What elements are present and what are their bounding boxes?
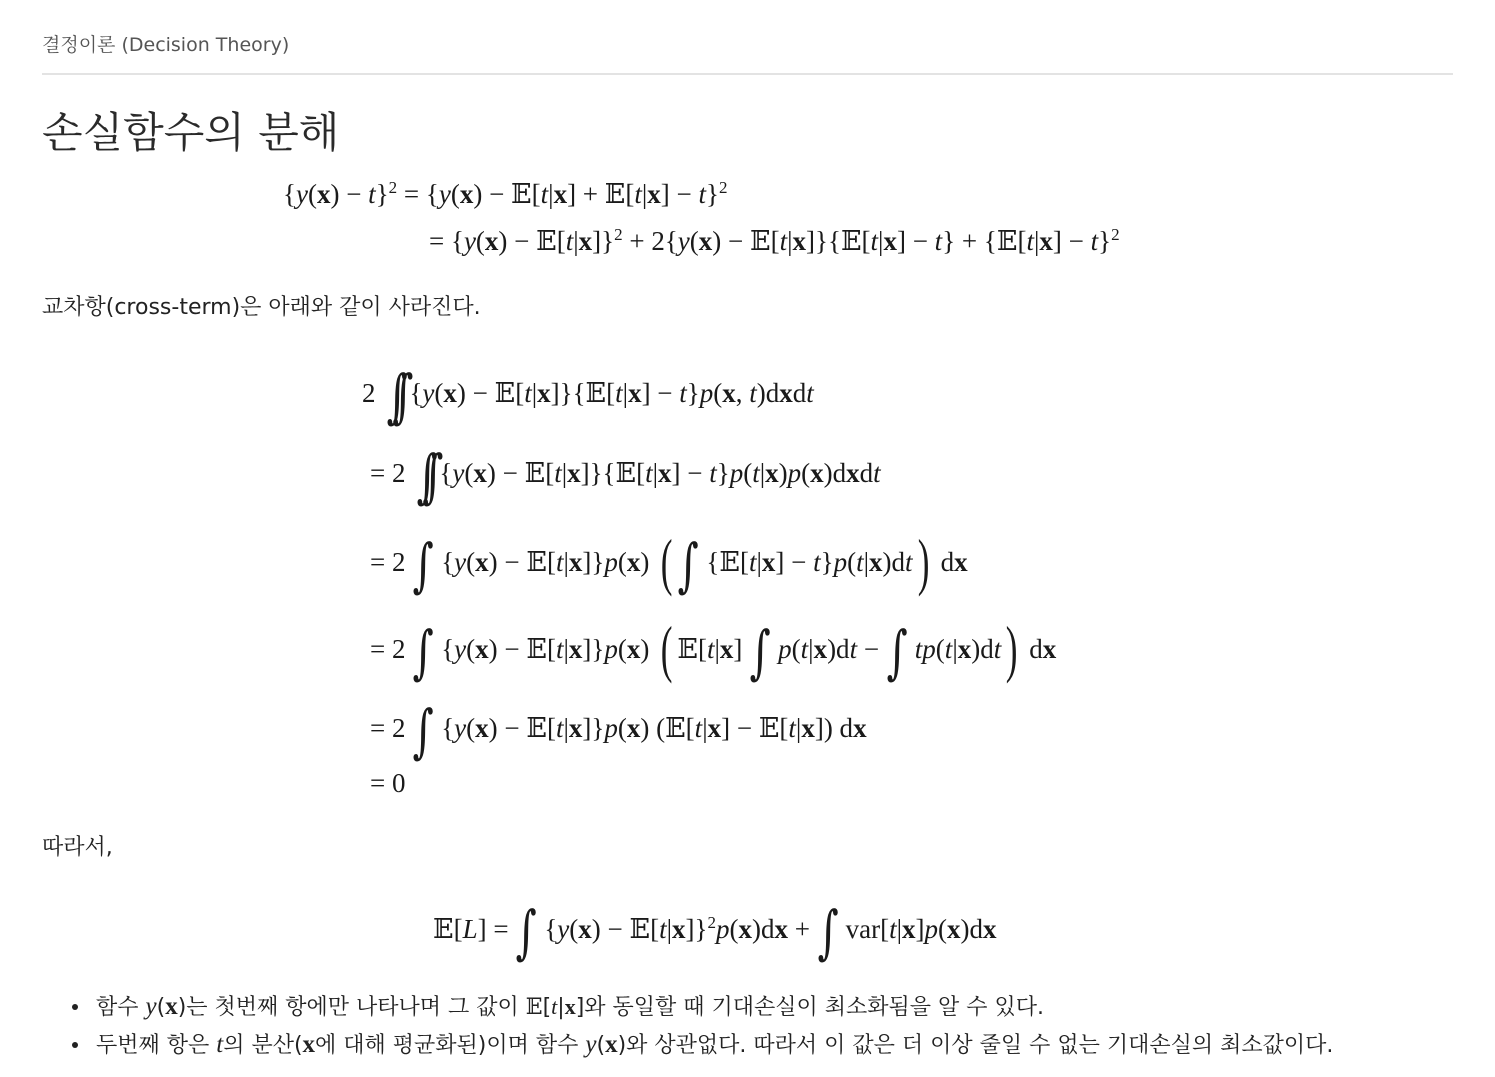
derivation-line-3: = 2 ∫ {y(x) − 𝔼[t|x]}p(x) (∫ {𝔼[t|x] − t}p(t|x)dt) dx	[370, 526, 968, 599]
derivation-line-2: = 2 ∫∫ {y(x) − 𝔼[t|x]}{𝔼[t|x] − t}p(t|x)p(x)dxdt	[370, 442, 881, 510]
therefore-text: 따라서,	[42, 835, 113, 860]
conclusion-list	[60, 988, 1333, 1064]
integral-icon: ∫	[749, 618, 771, 686]
derivation-line-1: 2 ∫∫ {y(x) − 𝔼[t|x]}{𝔼[t|x] − t}p(x, t)dxdt	[362, 362, 814, 430]
list-item	[60, 988, 1333, 1026]
integral-icon: ∫	[515, 898, 538, 966]
equation-square-loss-line1: $\{y(x) - t\}^2 = \{y(x)$ − 𝔼[t|x] + 𝔼[t|x] − t}$^2$	[283, 178, 728, 210]
double-integral-icon: ∫∫	[416, 442, 429, 510]
integral-icon: ∫	[412, 531, 434, 599]
header-divider	[42, 73, 1453, 75]
equation-square-loss-line2: = {y(x) − 𝔼[t|x]}$^2$ + 2{y(x) − 𝔼[t|x]}{𝔼[t|x] − t} + {𝔼[t|x] − t}$^2$	[429, 225, 1120, 257]
page-title: 손실함수의 분해	[42, 108, 340, 157]
integral-icon: ∫	[412, 618, 434, 686]
list-item	[60, 1026, 1333, 1064]
integral-icon: ∫	[886, 618, 908, 686]
double-integral-icon: ∫∫	[386, 362, 399, 430]
breadcrumb: 결정이론 (Decision Theory)	[42, 34, 290, 56]
bullet-text: 함수 y(x)는 첫번째 항에만 나타나며 그 값이 𝔼[t|x]와 동일할 때 기대손실이 최소화됨을 알 수 있다.	[96, 993, 1045, 1020]
derivation-line-6: = 0	[370, 768, 406, 798]
expected-loss-equation: 𝔼[L] = ∫ {y(x) − 𝔼[t|x]}$^2$p(x)dx + ∫ var[t|x]p(x)dx	[433, 898, 997, 966]
bullet-icon	[72, 1004, 78, 1010]
integral-icon: ∫	[677, 531, 700, 599]
derivation-line-4: = 2 ∫ {y(x) − 𝔼[t|x]}p(x) ( 𝔼[t|x] ∫ p(t|x)dt − ∫ tp(t|x)dt) dx	[370, 613, 1057, 686]
integral-icon: ∫	[817, 898, 839, 966]
cross-term-text: 교차항(cross-term)은 아래와 같이 사라진다.	[42, 295, 481, 320]
bullet-text: 두번째 항은 t의 분산(x에 대해 평균화된)이며 함수 y(x)와 상관없다. 따라서 이 값은 더 이상 줄일 수 없는 기대손실의 최소값이다.	[96, 1031, 1334, 1058]
derivation-line-5: = 2 ∫ {y(x) − 𝔼[t|x]}p(x) (𝔼[t|x] − 𝔼[t|x]) dx	[370, 697, 867, 765]
integral-icon: ∫	[412, 697, 434, 765]
bullet-icon	[72, 1042, 78, 1048]
